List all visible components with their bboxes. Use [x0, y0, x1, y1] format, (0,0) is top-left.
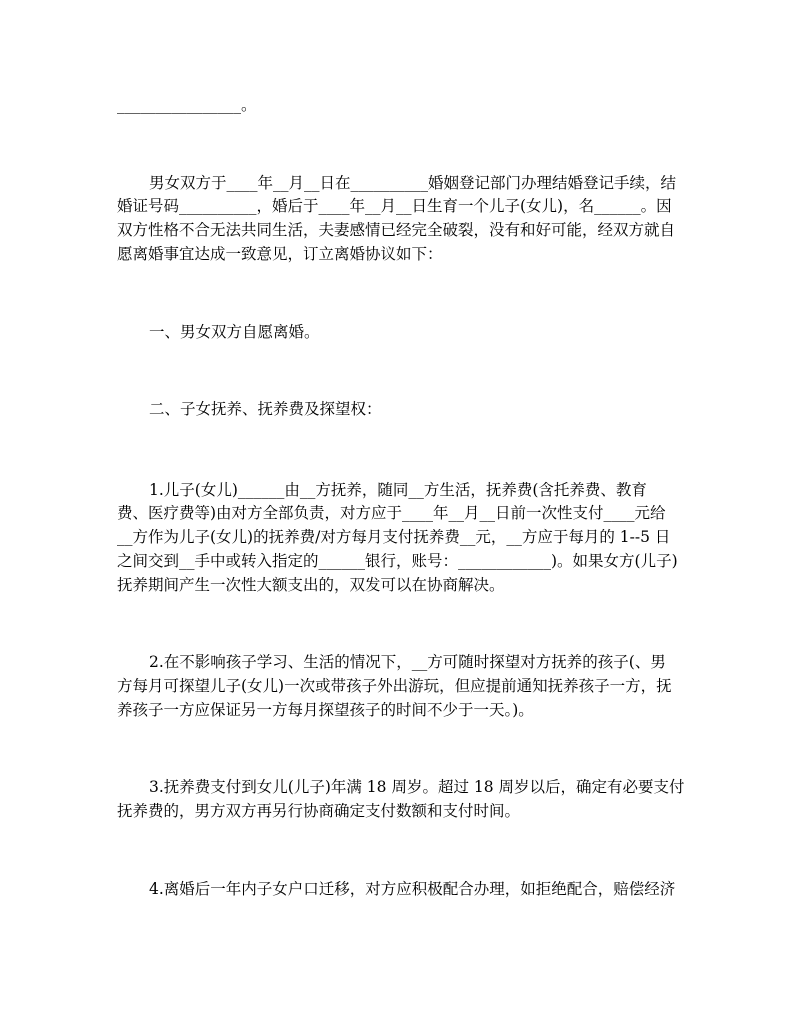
text-line: 养孩子一方应保证另一方每月探望孩子的时间不少于一天。)。: [117, 701, 534, 719]
text-line: 抚养费的，男方双方再另行协商确定支付数额和支付时间。: [117, 802, 521, 820]
text-line: 4.离婚后一年内子女户口迁移，对方应积极配合办理，如拒绝配合，赔偿经济: [149, 880, 676, 898]
text-line: 1.儿子(女儿)______由__方抚养，随同__方生活，抚养费(含托养费、教育: [149, 481, 647, 499]
text-line: 之间交到__手中或转入指定的______银行，账号：____________)。如果女方(儿子): [117, 552, 678, 570]
text-line: 方每月可探望儿子(女儿)一次或带孩子外出游玩，但应提前通知抚养孩子一方，抚: [117, 677, 672, 695]
section-heading: 二、子女抚养、抚养费及探望权：: [149, 400, 382, 418]
text-line: 抚养期间产生一次性大额支出的，双发可以在协商解决。: [117, 576, 505, 594]
text-line: 男女双方于____年__月__日在__________婚姻登记部门办理结婚登记手续，结: [149, 174, 677, 192]
text-line: 婚证号码__________，婚后于____年__月__日生育一个儿子(女儿)，名______。因: [117, 197, 672, 215]
text-line: 双方性格不合无法共同生活，夫妻感情已经完全破裂，没有和好可能，经双方就自: [117, 221, 676, 239]
text-line: 3.抚养费支付到女儿(儿子)年满 18 周岁。超过 18 周岁以后，确定有必要支付: [149, 778, 685, 796]
text-line: __方作为儿子(女儿)的抚养费/对方每月支付抚养费__元，__方应于每月的 1--5 日: [117, 528, 671, 546]
text-line: 愿离婚事宜达成一致意见，订立离婚协议如下：: [117, 245, 443, 263]
text-line: ________________。: [117, 96, 257, 114]
text-line: 2.在不影响孩子学习、生活的情况下，__方可随时探望对方抚养的孩子(、男: [149, 653, 666, 671]
text-line: 费、医疗费等)由对方全部负责，对方应于____年__月__日前一次性支付____元给: [117, 504, 666, 522]
section-heading: 一、男女双方自愿离婚。: [149, 323, 320, 341]
